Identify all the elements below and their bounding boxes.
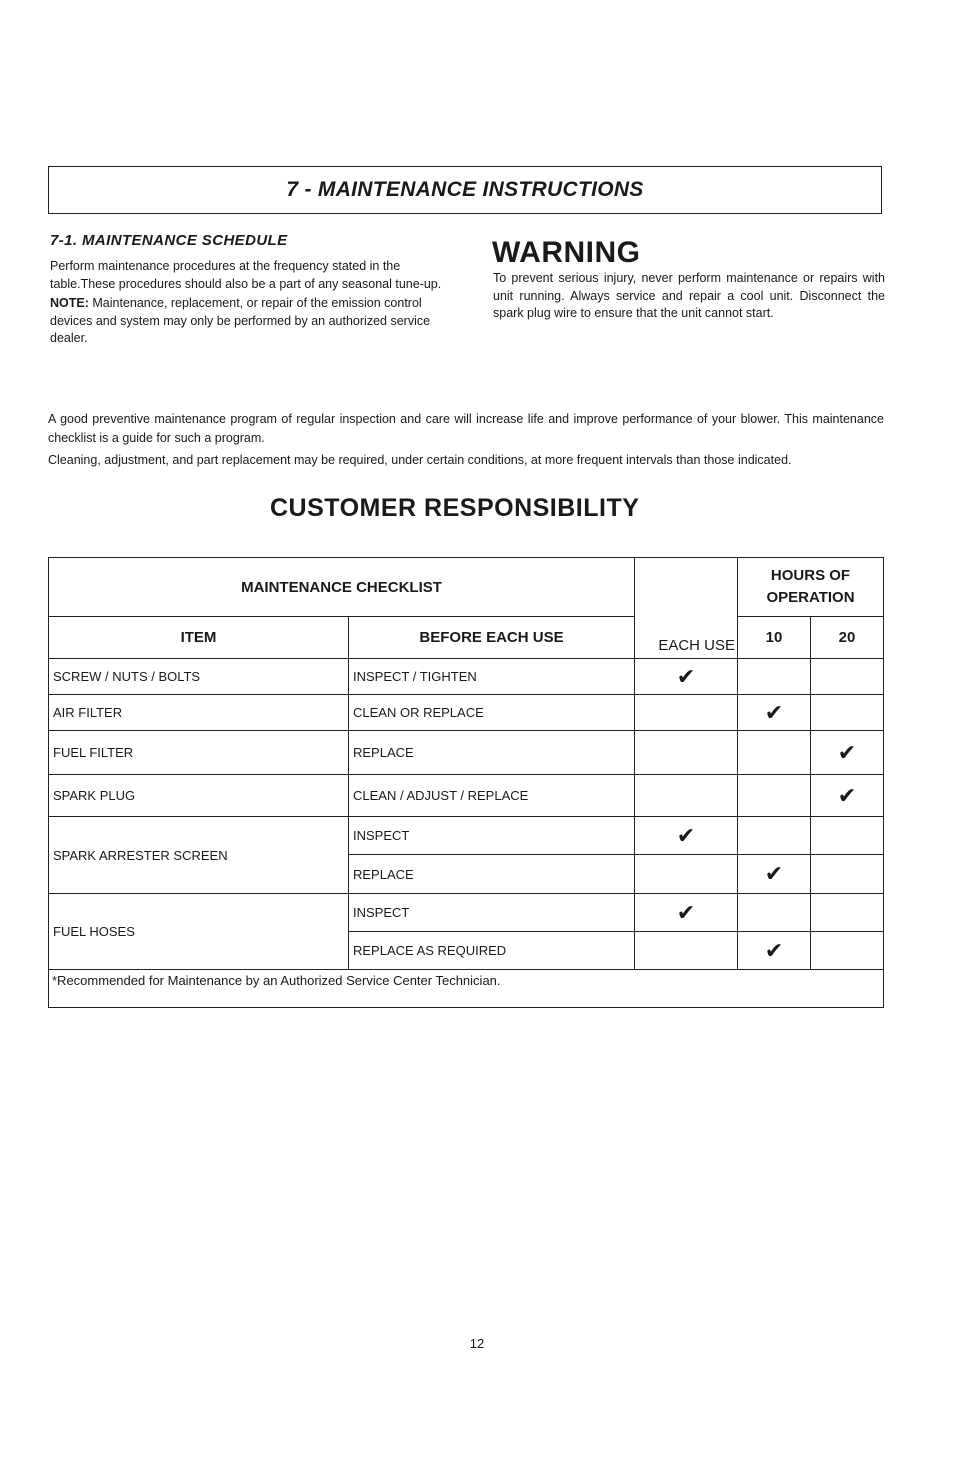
maintenance-checklist-table (48, 557, 884, 1008)
check-mark-icon: ✔ (676, 822, 696, 848)
table-row (49, 659, 884, 695)
check-mark-icon: ✔ (676, 663, 696, 689)
check-cell (635, 659, 738, 695)
check-cell (738, 731, 811, 775)
checklist-header: MAINTENANCE CHECKLIST (49, 558, 635, 617)
check-cell (635, 731, 738, 775)
row-action: REPLACE (349, 855, 635, 894)
table-row (49, 695, 884, 731)
check-cell (738, 855, 811, 894)
table-row (49, 731, 884, 775)
table-header-row (49, 558, 884, 617)
note-label: NOTE: (50, 296, 89, 310)
check-cell (738, 894, 811, 932)
customer-heading: CUSTOMER RESPONSIBILITY (270, 494, 640, 522)
check-cell (811, 894, 884, 932)
table-footnote: *Recommended for Maintenance by an Authorized Service Center Technician. (49, 970, 884, 1008)
check-cell (738, 695, 811, 731)
check-mark-icon: ✔ (837, 782, 857, 808)
check-cell (635, 932, 738, 970)
check-cell (635, 695, 738, 731)
row-action: CLEAN / ADJUST / REPLACE (349, 775, 635, 817)
warning-title: WARNING (492, 236, 641, 269)
schedule-paragraph: Perform maintenance procedures at the frequency stated in the table.These procedures should also be a part of any seasonal tune-up. (50, 259, 442, 291)
row-item: SPARK PLUG (49, 775, 349, 817)
hours-header-line1: HOURS OF (770, 567, 851, 584)
row-action: INSPECT (349, 817, 635, 855)
note-text: Maintenance, replacement, or repair of the emission control devices and system may only be performed by an authorized service dealer. (50, 296, 431, 345)
check-mark-icon: ✔ (764, 937, 784, 963)
check-cell (738, 775, 811, 817)
check-cell (635, 855, 738, 894)
row-item: FUEL FILTER (49, 731, 349, 775)
warning-text: To prevent serious injury, never perform maintenance or repairs with unit running. Always service and repair a cool unit. Disconnect the spark plug wire to ensure that the unit cannot start. (493, 271, 885, 320)
row-action: INSPECT / TIGHTEN (349, 659, 635, 695)
check-cell (635, 775, 738, 817)
row-action: CLEAN OR REPLACE (349, 695, 635, 731)
check-mark-icon: ✔ (676, 899, 696, 925)
intro-paragraph-2: Cleaning, adjustment, and part replacement may be required, under certain conditions, at more frequent intervals than those indicated. (48, 453, 792, 467)
row-action: INSPECT (349, 894, 635, 932)
each-use-header: EACH USE (635, 558, 738, 659)
page-number: 12 (469, 1336, 485, 1351)
schedule-note (50, 295, 450, 348)
check-cell (738, 659, 811, 695)
row-item: SCREW / NUTS / BOLTS (49, 659, 349, 695)
row-item: FUEL HOSES (49, 894, 349, 970)
check-mark-icon: ✔ (764, 699, 784, 725)
intro-text (48, 410, 884, 473)
hours-header-line2: OPERATION (766, 589, 855, 606)
table-row (49, 775, 884, 817)
section-header (48, 166, 882, 214)
hours-20-header: 20 (811, 617, 884, 659)
row-action: REPLACE (349, 731, 635, 775)
check-cell (811, 659, 884, 695)
table-row (49, 894, 884, 932)
row-item: AIR FILTER (49, 695, 349, 731)
check-cell (811, 695, 884, 731)
schedule-text (50, 258, 450, 348)
check-cell (811, 855, 884, 894)
check-cell (811, 775, 884, 817)
section-title: 7 - MAINTENANCE INSTRUCTIONS (286, 178, 644, 201)
row-item: SPARK ARRESTER SCREEN (49, 817, 349, 894)
check-mark-icon: ✔ (837, 739, 857, 765)
item-header: ITEM (49, 617, 349, 659)
check-cell (811, 731, 884, 775)
check-cell (811, 932, 884, 970)
check-mark-icon: ✔ (764, 861, 784, 886)
intro-paragraph-1: A good preventive maintenance program of regular inspection and care will increase life and improve performance of your blower. This maintenance checklist is a guide for such a program. (48, 412, 884, 445)
check-cell (635, 817, 738, 855)
hours-10-header: 10 (738, 617, 811, 659)
check-cell (738, 817, 811, 855)
row-action: REPLACE AS REQUIRED (349, 932, 635, 970)
table-row (49, 817, 884, 855)
check-cell (811, 817, 884, 855)
hours-header (738, 558, 884, 617)
table-footnote-row (49, 970, 884, 1008)
check-cell (738, 932, 811, 970)
schedule-title: 7-1. MAINTENANCE SCHEDULE (50, 232, 288, 249)
check-cell (635, 894, 738, 932)
before-each-use-header: BEFORE EACH USE (349, 617, 635, 659)
table-subheader-row (49, 617, 884, 659)
